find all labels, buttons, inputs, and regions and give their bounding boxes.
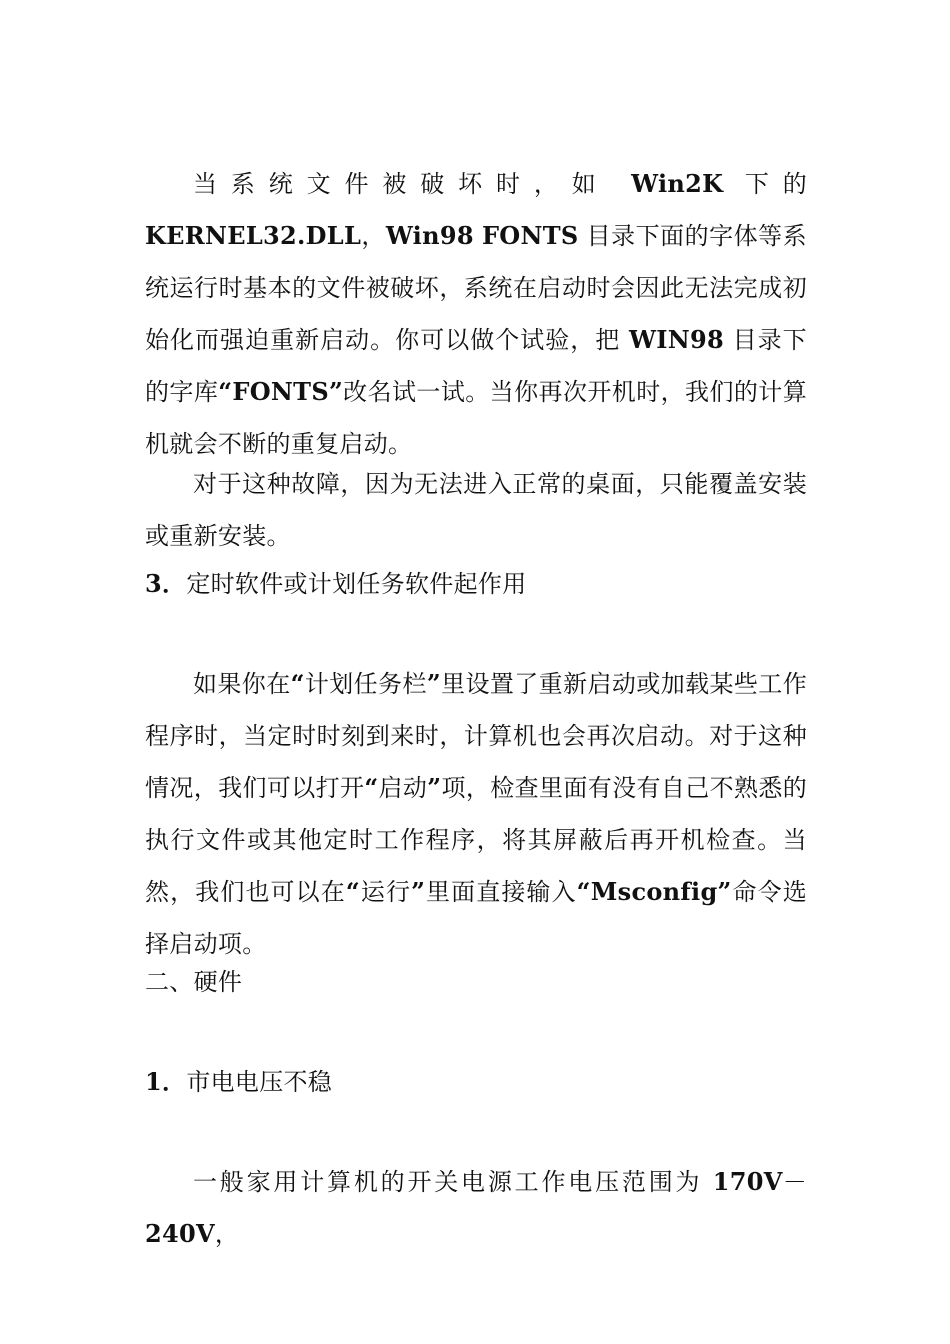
- paragraph-scheduled-tasks: 如果你在“计划任务栏”里设置了重新启动或加载某些工作程序时，当定时时刻到来时，计算机也会再次启动。对于这种情况，我们可以打开“启动”项，检查里面有没有自己不熟悉的执行文件或其他定时工作程序，将其屏蔽后再开机检查。当然，我们也可以在“运行”里面直接输入“Msconfig”命令选择启动项。: [145, 669, 808, 958]
- section-heading-hardware: 二、硬件: [145, 968, 243, 996]
- heading-scheduled-tasks: [145, 558, 527, 610]
- emphasized-term: “: [576, 877, 591, 906]
- heading-text: 市电电压不稳: [186, 1068, 333, 1096]
- emphasized-term: ”: [717, 877, 732, 906]
- heading-text: 定时软件或计划任务软件起作用: [186, 570, 527, 598]
- emphasized-term: Win2K: [631, 169, 724, 198]
- emphasized-term: ”: [328, 377, 344, 406]
- heading-unstable-voltage: [145, 1056, 332, 1108]
- emphasized-term: ”: [411, 877, 426, 906]
- emphasized-term: KERNEL32.DLL: [145, 221, 362, 250]
- emphasized-term: Msconfig: [590, 877, 718, 906]
- emphasized-term: ”: [427, 773, 442, 802]
- paragraph-reinstall-solution: 对于这种故障，因为无法进入正常的桌面，只能覆盖安装或重新安装。: [145, 470, 807, 550]
- emphasized-term: “: [345, 877, 361, 906]
- heading-number: 1．: [145, 1067, 187, 1096]
- heading-number: 3．: [145, 569, 187, 598]
- emphasized-term: WIN98: [628, 325, 724, 354]
- emphasized-term: “: [290, 669, 305, 698]
- emphasized-term: ”: [426, 669, 441, 698]
- emphasized-term: Win98: [385, 221, 474, 250]
- emphasized-term: 240V: [145, 1219, 215, 1248]
- paragraph-power-supply-voltage: 一般家用计算机的开关电源工作电压范围为 170V－240V，: [145, 1167, 807, 1248]
- emphasized-term: “: [218, 377, 233, 406]
- paragraph-system-file-damage: 当系统文件被破坏时，如 Win2K 下的 KERNEL32.DLL，Win98 FONTS 目录下面的字体等系统运行时基本的文件被破坏，系统在启动时会因此无法完成初始化而强迫重新启动。你可以做个试验，把 WIN98 目录下的字库“FONTS”改名试一试。当你再次开机时，我们的计算机就会不断的重复启动。: [145, 169, 808, 458]
- emphasized-term: 170V: [712, 1167, 783, 1196]
- emphasized-term: FONTS: [232, 377, 329, 406]
- emphasized-term: “: [364, 773, 379, 802]
- emphasized-term: FONTS: [481, 221, 579, 250]
